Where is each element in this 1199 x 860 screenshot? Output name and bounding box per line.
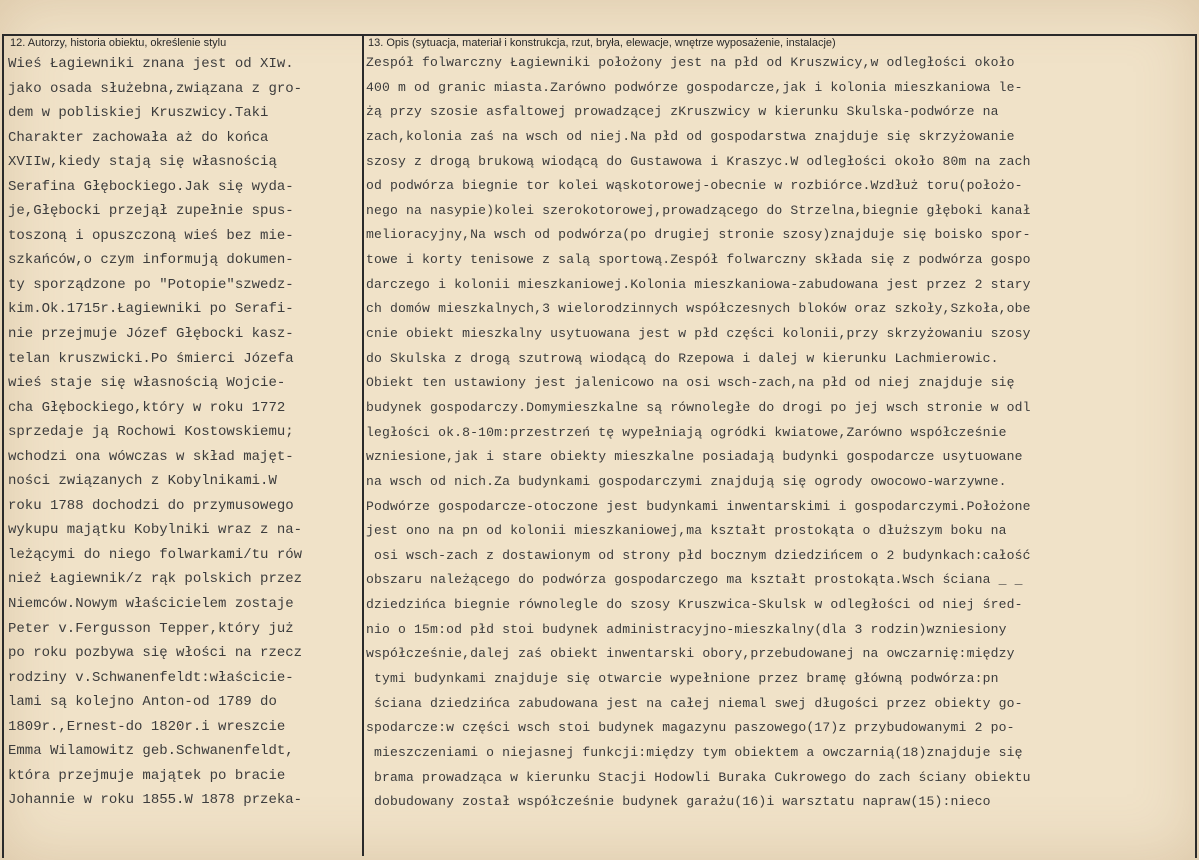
section-13-header: 13. Opis (sytuacja, materiał i konstrukcja, rzut, bryła, elewacje, wnętrze wyposażenie, instalacje) <box>368 37 836 49</box>
frame-left-rule <box>2 34 4 858</box>
section-12-header: 12. Autorzy, historia obiektu, określenie stylu <box>10 37 227 49</box>
description-text-line: darczego i kolonii mieszkaniowej.Kolonia mieszkaniowa-zabudowana jest przez 2 stary <box>366 276 1031 292</box>
description-text-line: szosy z drogą brukową wiodącą do Gustawowa i Kraszyc.W odległości około 80m na zach <box>366 153 1031 169</box>
history-text-line: toszoną i opuszczoną wieś bez mie- <box>8 227 294 244</box>
description-text-line: żą przy szosie asfaltowej prowadzącej zKruszwicy w kierunku Skulska-podwórze na <box>366 104 999 120</box>
description-text-line: jest ono na pn od kolonii mieszkaniowej,ma kształt prostokąta o dłuższym boku na <box>366 523 1007 539</box>
description-text-line: spodarcze:w części wsch stoi budynek magazynu paszowego(17)z przybudowanymi 2 po- <box>366 720 1015 736</box>
history-text-line: Johannie w roku 1855.W 1878 przeka- <box>8 792 303 809</box>
description-text-line: ległości ok.8-10m:przestrzeń tę wypełniają ogródki kwiatowe,Zarówno współcześnie <box>366 424 1007 440</box>
history-text-column <box>8 52 360 813</box>
history-text-line: lami są kolejno Anton-od 1789 do <box>8 694 277 711</box>
history-text-line: ności związanych z Kobylnikami.W <box>8 473 277 490</box>
history-text-line: roku 1788 dochodzi do przymusowego <box>8 497 294 514</box>
description-text-line: na wsch od nich.Za budynkami gospodarczymi znajdują się ogrody owocowo-warzywne. <box>366 473 1007 489</box>
history-text-line: 1809r.,Ernest-do 1820r.i wreszcie <box>8 718 286 735</box>
history-text-line: cha Głębockiego,który w roku 1772 <box>8 399 286 416</box>
description-text-line: budynek gospodarczy.Domymieszkalne są równoległe do drogi po jej wsch stronie w odl <box>366 399 1031 415</box>
description-text-line: nego na nasypie)kolei szerokotorowej,prowadzącego do Strzelna,biegnie głęboki kanał <box>366 202 1031 218</box>
description-text-line: nio o 15m:od płd stoi budynek administracyjno-mieszkalny(dla 3 rodzin)wzniesiony <box>366 621 1007 637</box>
description-text-line: melioracyjny,Na wsch od podwórza(po drugiej stronie szosy)znajduje się boisko spor- <box>366 227 1031 243</box>
description-text-line: Podwórze gospodarcze-otoczone jest budynkami inwentarskimi i gospodarczymi.Położone <box>366 498 1031 514</box>
history-text-line: po roku pozbywa się włości na rzecz <box>8 645 303 662</box>
description-text-line: dobudowany został współcześnie budynek garażu(16)i warsztatu napraw(15):nieco <box>366 794 991 810</box>
history-text-line: rodziny v.Schwanenfeldt:właścicie- <box>8 669 294 686</box>
history-text-line: szkańców,o czym informują dokumen- <box>8 252 294 269</box>
history-text-line: dem w pobliskiej Kruszwicy.Taki <box>8 105 269 122</box>
history-text-line: telan kruszwicki.Po śmierci Józefa <box>8 350 294 367</box>
description-text-line: osi wsch-zach z dostawionym od strony płd bocznym dziedzińcem o 2 budynkach:całość <box>366 547 1031 563</box>
history-text-line: Emma Wilamowitz geb.Schwanenfeldt, <box>8 743 294 760</box>
history-text-line: Niemców.Nowym właścicielem zostaje <box>8 596 294 613</box>
history-text-line: wieś staje się własnością Wojcie- <box>8 375 286 392</box>
history-text-line: Wieś Łagiewniki znana jest od XIw. <box>8 56 294 72</box>
history-text-line: wchodzi ona wówczas w skład majęt- <box>8 448 294 465</box>
description-text-line: współcześnie,dalej zaś obiekt inwentarski obory,przebudowanej na owczarnię:między <box>366 646 1015 662</box>
description-text-line: ściana dziedzińca zabudowana jest na całej niemal swej długości przez obiekty go- <box>366 695 1023 711</box>
history-text-line: je,Głębocki przejął zupełnie spus- <box>8 203 294 220</box>
description-text-line: tymi budynkami znajduje się otwarcie wypełnione przez bramę główną podwórza:pn <box>366 671 999 687</box>
description-text-line: mieszczeniami o niejasnej funkcji:między tym obiektem a owczarnią(18)znajduje się <box>366 744 1023 760</box>
history-text-line: ty sporządzone po "Potopie"szwedz- <box>8 276 294 293</box>
history-text-line: XVIIw,kiedy stają się własnością <box>8 154 277 171</box>
description-text-line: dziedzińca biegnie równolegle do szosy Kruszwica-Skulsk w odległości od niej śred- <box>366 597 1023 613</box>
description-text-line: zach,kolonia zaś na wsch od niej.Na płd od gospodarstwa znajduje się skrzyżowanie <box>366 128 1015 144</box>
history-text-line: Peter v.Fergusson Tepper,który już <box>8 620 294 637</box>
description-text-column <box>366 51 1196 815</box>
description-text-line: Obiekt ten ustawiony jest jalenicowo na osi wsch-zach,na płd od niej znajduje się <box>366 375 1015 391</box>
description-text-line: obszaru należącego do podwórza gospodarczego ma kształt prostokąta.Wsch ściana _ _ <box>366 572 1023 588</box>
history-text-line: wykupu majątku Kobylniki wraz z na- <box>8 522 303 539</box>
description-text-line: cnie obiekt mieszkalny usytuowana jest w płd części kolonii,przy skrzyżowaniu szosy <box>366 326 1031 342</box>
history-text-line: kim.Ok.1715r.Łagiewniki po Serafi- <box>8 301 294 318</box>
history-text-line: nie przejmuje Józef Głębocki kasz- <box>8 326 294 343</box>
description-text-line: wzniesione,jak i stare obiekty mieszkalne posiadają budynki gospodarcze usytuowane <box>366 449 1023 465</box>
column-divider <box>362 36 364 856</box>
description-text-line: towe i korty tenisowe z salą sportową.Zespół folwarczny składa się z podwórza gospo <box>366 252 1031 268</box>
description-text-line: ch domów mieszkalnych,3 wielorodzinnych współczesnych bloków oraz szkoły,Szkoła,obe <box>366 301 1031 317</box>
history-text-line: jako osada służebna,związana z gro- <box>8 80 303 97</box>
history-text-line: sprzedaje ją Rochowi Kostowskiemu; <box>8 424 294 441</box>
description-text-line: 400 m od granic miasta.Zarówno podwórze gospodarcze,jak i kolonia mieszkaniowa le- <box>366 79 1023 95</box>
description-text-line: Zespół folwarczny Łagiewniki położony jest na płd od Kruszwicy,w odległości około <box>366 55 1015 70</box>
history-text-line: która przejmuje majątek po bracie <box>8 767 286 784</box>
description-text-line: do Skulska z drogą szutrową wiodącą do Rzepowa i dalej w kierunku Lachmierowic. <box>366 350 999 366</box>
frame-top-rule <box>2 34 1196 36</box>
history-text-line: nież Łagiewnik/z rąk polskich przez <box>8 571 303 588</box>
description-text-line: brama prowadząca w kierunku Stacji Hodowli Buraka Cukrowego do zach ściany obiektu <box>366 769 1031 785</box>
history-text-line: Serafina Głębockiego.Jak się wyda- <box>8 178 294 195</box>
history-text-line: leżącymi do niego folwarkami/tu rów <box>8 546 303 563</box>
description-text-line: od podwórza biegnie tor kolei wąskotorowej-obecnie w rozbiórce.Wzdłuż toru(położo- <box>366 178 1023 194</box>
history-text-line: Charakter zachowała aż do końca <box>8 129 269 146</box>
